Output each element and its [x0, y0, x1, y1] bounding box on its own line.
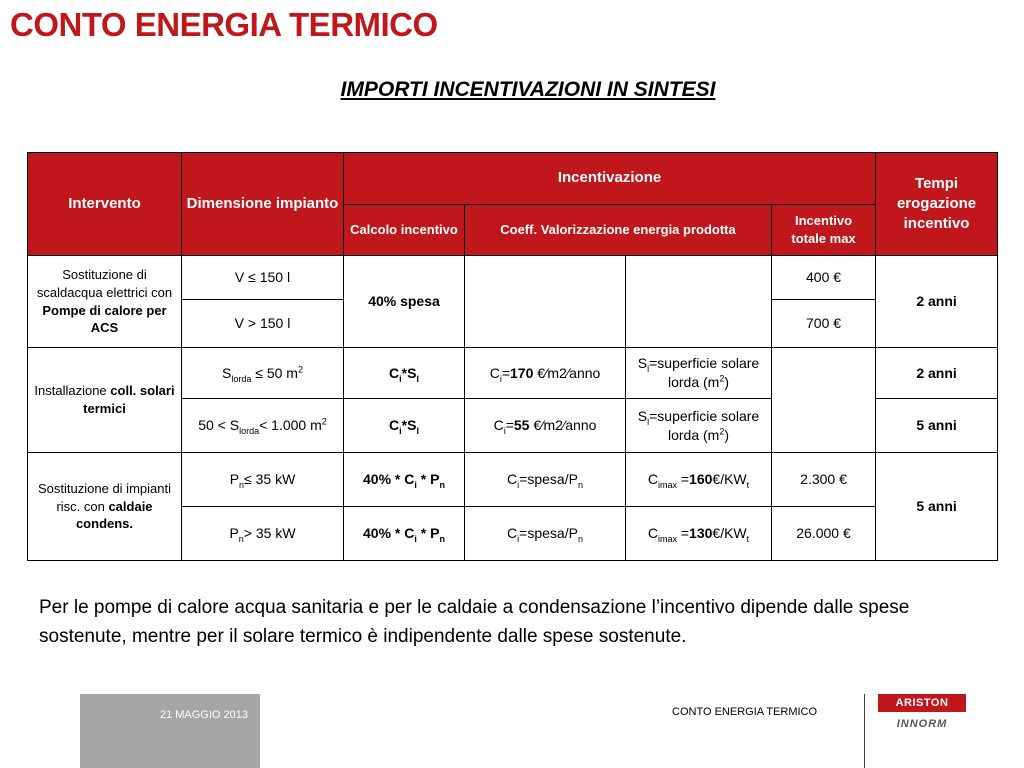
pdc-tempi-value: 2 anni — [916, 293, 957, 310]
solari-calc-1-ssub: l — [416, 373, 419, 384]
cell-solari-dim-2 — [182, 399, 344, 453]
cell-solari-coeff-1 — [465, 348, 626, 399]
caldaie-dim-2-b: > 35 kW — [243, 525, 296, 542]
solari-coeff-2-a: C — [493, 417, 504, 434]
caldaie-calc-2-a: 40% * C — [363, 525, 415, 542]
caldaie-cimax-1-val: 160 — [689, 471, 713, 488]
pdc-calcolo-value: 40% spesa — [368, 293, 440, 310]
intervento-caldaie-text: Sostituzione di impianti risc. con — [38, 481, 171, 514]
solari-coeff-2-sub: i — [503, 425, 506, 436]
caldaie-calc-1-a: 40% * C — [363, 471, 415, 488]
solari-tempi-2-value: 5 anni — [916, 417, 957, 434]
cell-caldaie-calc-2 — [344, 507, 465, 561]
solari-calc-1-s: *S — [401, 364, 417, 381]
solari-coeff-2-unit: €⁄m2⁄anno — [529, 417, 597, 434]
solari-coeff-1-val: 170 — [510, 364, 534, 381]
solari-dim-2-sup: 2 — [321, 416, 327, 427]
caldaie-cimax-2-val: 130 — [689, 525, 713, 542]
caldaie-dim-2-a: P — [229, 525, 239, 542]
solari-sup-1-b: =superficie solare lorda (m — [649, 355, 760, 390]
cell-caldaie-cimax-2 — [626, 507, 772, 561]
cell-intervento-pdc — [28, 256, 182, 348]
caldaie-coeff-1-b: =spesa/P — [519, 471, 578, 488]
cell-caldaie-coeff-2 — [465, 507, 626, 561]
cell-caldaie-tempi — [876, 453, 998, 561]
intervento-pdc-text: Sostituzione di scaldacqua elettrici con — [36, 267, 173, 300]
caldaie-calc-1-sub1: i — [414, 479, 417, 490]
caldaie-cimax-1-unit: €/KW — [712, 471, 747, 488]
footer-date: 21 MAGGIO 2013 — [159, 709, 248, 721]
cell-caldaie-max-1: 2.300 € — [772, 453, 876, 507]
solari-dim-1-sup: 2 — [297, 363, 303, 374]
footer-title: CONTO ENERGIA TERMICO — [672, 706, 818, 718]
caldaie-dim-2-sub: n — [238, 533, 244, 544]
solari-sup-1-sub: l — [647, 363, 650, 374]
solari-dim-1-sub: lorda — [231, 373, 252, 384]
cell-pdc-tot-1: 400 € — [772, 256, 876, 300]
header-coeff: Coeff. Valorizzazione energia prodotta — [465, 205, 772, 256]
header-incentivazione: Incentivazione — [344, 153, 876, 205]
cell-pdc-calcolo — [344, 256, 465, 348]
cell-pdc-coeff-a — [465, 256, 626, 348]
cell-solari-tempi-1 — [876, 348, 998, 399]
solari-sup-2-c: ) — [724, 426, 730, 443]
solari-sup-1-a: S — [637, 355, 648, 372]
solari-sup-2-sub: l — [647, 416, 650, 427]
cell-solari-dim-1 — [182, 348, 344, 399]
solari-calc-1-csub: i — [399, 373, 402, 384]
caldaie-cimax-2-eq: = — [676, 525, 690, 542]
incentive-table — [27, 152, 998, 561]
caldaie-cimax-2-a: C — [647, 525, 658, 542]
cell-solari-calc-2 — [344, 399, 465, 453]
solari-coeff-1-unit: €⁄m2⁄anno — [533, 364, 601, 381]
cell-pdc-dim-2: V > 150 l — [182, 300, 344, 348]
solari-dim-2-b: < 1.000 m — [259, 417, 322, 434]
logo-sub: INNORM — [896, 718, 948, 730]
caldaie-calc-2-b: * P — [416, 525, 440, 542]
footer-divider — [864, 694, 865, 768]
caldaie-cimax-1-eq: = — [676, 471, 690, 488]
page-subtitle: IMPORTI INCENTIVAZIONI IN SINTESI — [340, 78, 716, 101]
caldaie-coeff-2-sub2: n — [577, 533, 583, 544]
caldaie-dim-1-a: P — [229, 471, 240, 488]
header-totale: Incentivo totale max — [772, 205, 876, 256]
caldaie-cimax-1-unitsub: t — [746, 479, 750, 490]
header-dimensione: Dimensione impianto — [182, 153, 344, 256]
solari-coeff-2-val: 55 — [513, 417, 530, 434]
solari-dim-2-a: 50 < S — [198, 417, 240, 434]
page-title: CONTO ENERGIA TERMICO — [10, 6, 438, 43]
cell-solari-coeff-2 — [465, 399, 626, 453]
solari-calc-2-ssub: l — [416, 425, 419, 436]
cell-pdc-coeff-b — [626, 256, 772, 348]
caldaie-coeff-1-a: C — [507, 471, 518, 488]
solari-tempi-1-value: 2 anni — [916, 364, 957, 381]
solari-calc-2-csub: i — [399, 425, 402, 436]
caldaie-calc-2-sub2: n — [439, 533, 445, 544]
cell-intervento-solari — [28, 348, 182, 453]
cell-solari-tempi-2 — [876, 399, 998, 453]
intervento-solari-text: Installazione — [34, 383, 111, 399]
caldaie-dim-1-sub: n — [239, 479, 245, 490]
caldaie-cimax-2-sub: imax — [657, 533, 677, 544]
caldaie-dim-1-b: ≤ 35 kW — [244, 471, 296, 488]
caldaie-coeff-2-a: C — [507, 525, 518, 542]
caldaie-coeff-2-sub1: i — [517, 533, 520, 544]
caldaie-calc-2-sub1: i — [414, 533, 417, 544]
caldaie-coeff-2-b: =spesa/P — [519, 525, 578, 542]
cell-pdc-tempi — [876, 256, 998, 348]
caldaie-calc-1-sub2: n — [439, 479, 445, 490]
intervento-caldaie-bold: caldaie condens. — [75, 498, 153, 532]
cell-solari-sup-2 — [626, 399, 772, 453]
solari-coeff-1-sub: i — [499, 373, 502, 384]
caldaie-cimax-2-unit: €/KW — [712, 525, 747, 542]
cell-solari-calc-1 — [344, 348, 465, 399]
solari-coeff-1-eq: = — [501, 364, 510, 381]
header-intervento: Intervento — [28, 153, 182, 256]
cell-solari-sup-1 — [626, 348, 772, 399]
cell-caldaie-cimax-1 — [626, 453, 772, 507]
solari-sup-1-sup: 2 — [719, 373, 725, 384]
cell-caldaie-calc-1 — [344, 453, 465, 507]
cell-pdc-tot-2: 700 € — [772, 300, 876, 348]
solari-calc-1-c: C — [389, 364, 400, 381]
solari-sup-2-sup: 2 — [719, 425, 725, 436]
cell-pdc-dim-1: V ≤ 150 l — [182, 256, 344, 300]
cell-intervento-caldaie — [28, 453, 182, 561]
footer-date-box — [80, 694, 260, 768]
solari-calc-2-c: C — [389, 417, 400, 434]
caldaie-calc-1-b: * P — [416, 471, 440, 488]
solari-dim-1-a: S — [222, 364, 232, 381]
cell-caldaie-coeff-1 — [465, 453, 626, 507]
ariston-logo — [878, 694, 966, 744]
cell-caldaie-max-2: 26.000 € — [772, 507, 876, 561]
solari-dim-2-sub: lorda — [239, 425, 260, 436]
cell-solari-tot — [772, 348, 876, 453]
solari-dim-1-b: ≤ 50 m — [251, 364, 298, 381]
cell-caldaie-dim-1 — [182, 453, 344, 507]
cell-caldaie-dim-2 — [182, 507, 344, 561]
header-tempi: Tempi erogazione incentivo — [876, 153, 998, 256]
intervento-solari-bold: coll. solari termici — [83, 383, 175, 416]
caldaie-coeff-1-sub1: i — [517, 479, 520, 490]
caldaie-cimax-1-sub: imax — [657, 479, 677, 490]
summary-paragraph: Per le pompe di calore acqua sanitaria e per le caldaie a condensazione l’incentivo dipende dalle spese sostenute, mentre per il solare termico è indipendente dalle spese sostenute. — [39, 597, 910, 647]
caldaie-cimax-2-unitsub: t — [746, 533, 750, 544]
caldaie-tempi-value: 5 anni — [916, 498, 957, 515]
solari-sup-1-c: ) — [724, 374, 730, 390]
logo-brand: ARISTON — [878, 694, 966, 712]
header-calcolo: Calcolo incentivo — [344, 205, 465, 256]
solari-coeff-2-eq: = — [505, 417, 514, 434]
solari-sup-2-b: =superficie solare lorda (m — [649, 407, 760, 443]
solari-calc-2-s: *S — [401, 417, 417, 434]
caldaie-coeff-1-sub2: n — [577, 479, 583, 490]
intervento-pdc-bold: Pompe di calore per ACS — [42, 302, 167, 336]
caldaie-cimax-1-a: C — [647, 471, 658, 488]
solari-sup-2-a: S — [637, 407, 648, 424]
solari-coeff-1-a: C — [489, 364, 500, 381]
